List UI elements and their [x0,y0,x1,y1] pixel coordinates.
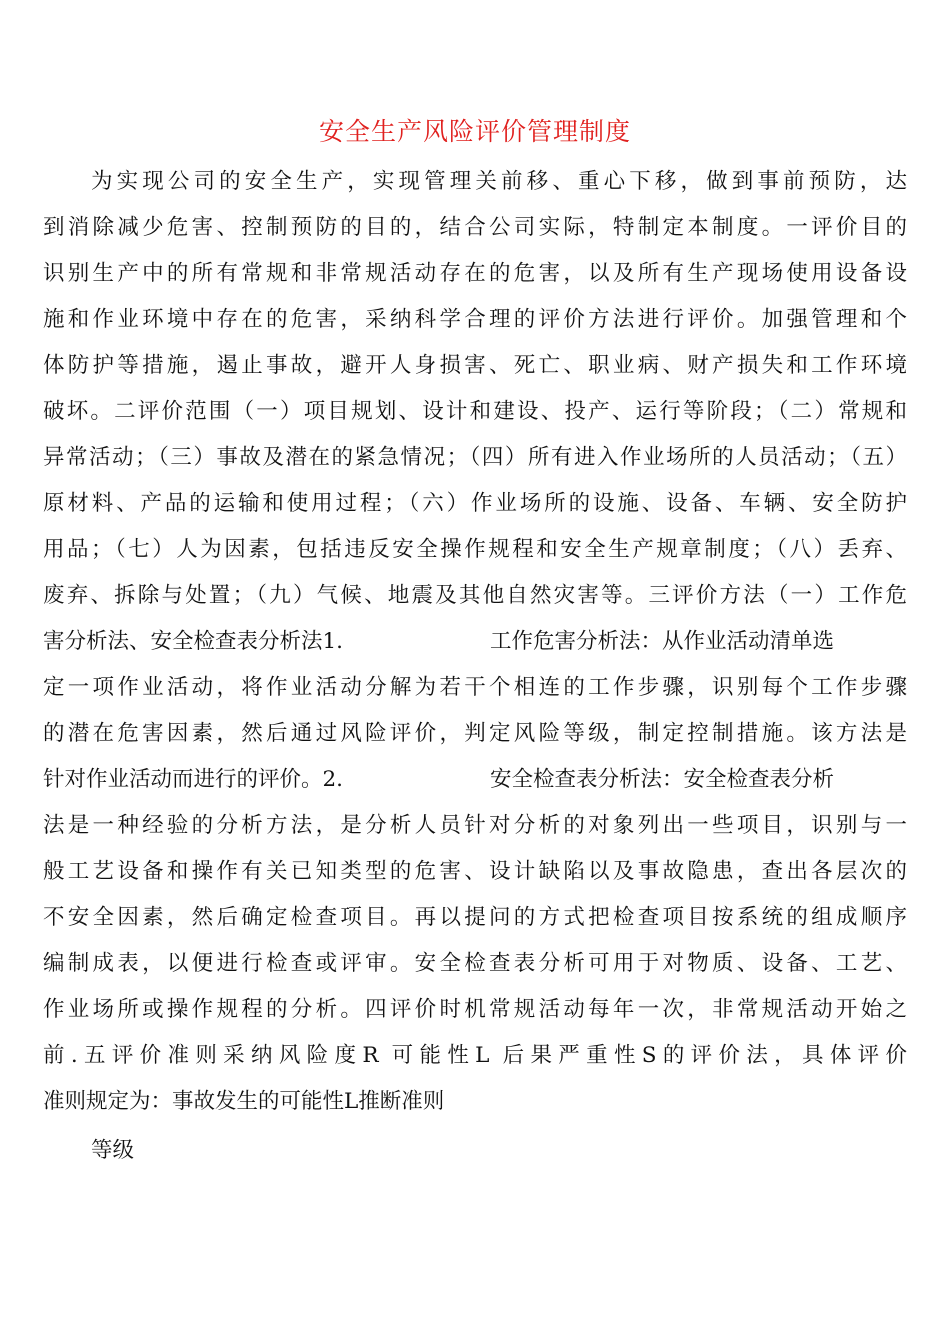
paragraph-line: 破坏。二评价范围（一）项目规划、设计和建设、投产、运行等阶段；（二）常规和 [43,399,907,424]
paragraph-line: 废弃、拆除与处置；（九）气候、地震及其他自然灾害等。三评价方法（一）工作危 [43,583,907,608]
split-line-left: 害分析法、安全检查表分析法1. [43,629,344,654]
paragraph-line: 识别生产中的所有常规和非常规活动存在的危害，以及所有生产现场使用设备设 [43,261,907,286]
split-line-left: 针对作业活动而进行的评价。2. [43,767,344,792]
paragraph-line: 为实现公司的安全生产，实现管理关前移、重心下移，做到事前预防，达 [91,169,907,194]
paragraph-line: 作业场所或操作规程的分析。四评价时机常规活动每年一次，非常规活动开始之 [43,997,907,1022]
split-line-right: 工作危害分析法：从作业活动清单选 [490,629,835,654]
paragraph-line: 不安全因素，然后确定检查项目。再以提问的方式把检查项目按系统的组成顺序 [43,905,907,930]
split-line-right: 安全检查表分析法：安全检查表分析 [490,767,835,792]
paragraph-line: 的潜在危害因素，然后通过风险评价，判定风险等级，制定控制措施。该方法是 [43,721,907,746]
split-line [43,757,907,803]
paragraph-line: 体防护等措施，遏止事故，避开人身损害、死亡、职业病、财产损失和工作环境 [43,353,907,378]
paragraph-line: 定一项作业活动，将作业活动分解为若干个相连的工作步骤，识别每个工作步骤 [43,675,907,700]
paragraph-line: 异常活动；（三）事故及潜在的紧急情况；（四）所有进入作业场所的人员活动；（五） [43,445,907,470]
paragraph-line: 编制成表，以便进行检查或评审。安全检查表分析可用于对物质、设备、工艺、 [43,951,907,976]
paragraph-line: 法是一种经验的分析方法，是分析人员针对分析的对象列出一些项目，识别与一 [43,813,907,838]
paragraph-line: 到消除减少危害、控制预防的目的，结合公司实际，特制定本制度。一评价目的 [43,215,907,240]
paragraph-line: 般工艺设备和操作有关已知类型的危害、设计缺陷以及事故隐患，查出各层次的 [43,859,907,884]
paragraph-line: 前.五评价准则采纳风险度R 可能性L 后果严重性S的评价法，具体评价 [43,1043,907,1068]
split-line [43,619,907,665]
paragraph-line: 用品；（七）人为因素，包括违反安全操作规程和安全生产规章制度；（八）丢弃、 [43,537,907,562]
document-title: 安全生产风险评价管理制度 [318,117,631,146]
paragraph-line: 施和作业环境中存在的危害，采纳科学合理的评价方法进行评价。加强管理和个 [43,307,907,332]
grade-label: 等级 [91,1138,135,1163]
paragraph-line: 准则规定为：事故发生的可能性L推断准则 [43,1089,445,1114]
paragraph-line: 原材料、产品的运输和使用过程；（六）作业场所的设施、设备、车辆、安全防护 [43,491,907,516]
